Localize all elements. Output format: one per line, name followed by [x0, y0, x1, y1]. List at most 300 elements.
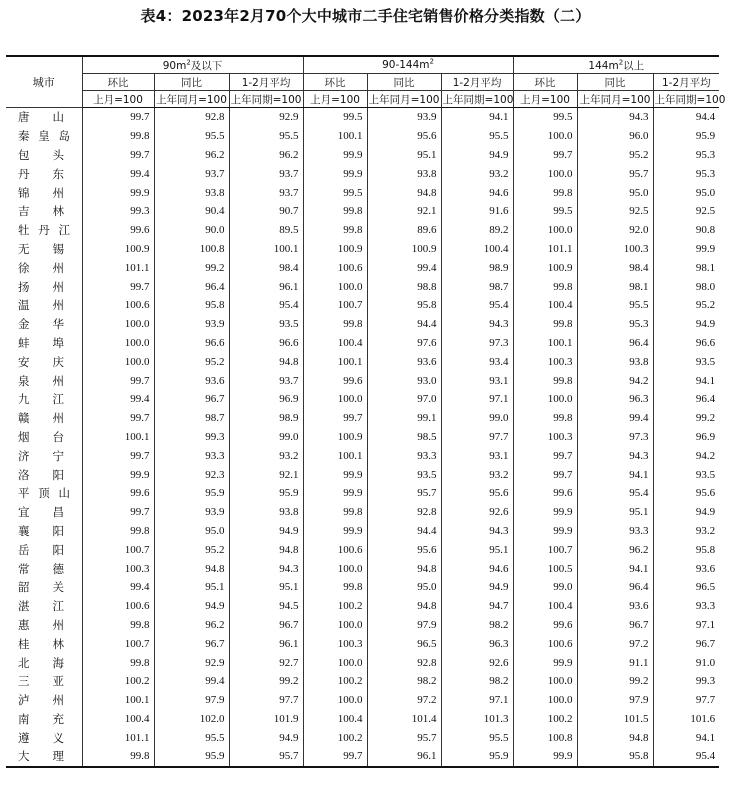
city-name: 安庆	[18, 354, 64, 369]
index-value-cell: 94.8	[229, 352, 303, 371]
index-value-cell: 94.9	[441, 578, 513, 597]
index-value-cell: 99.8	[82, 747, 154, 767]
index-value-cell: 99.5	[303, 183, 367, 202]
city-cell	[6, 371, 82, 390]
index-value-cell: 99.4	[82, 578, 154, 597]
index-value-cell: 100.5	[513, 559, 577, 578]
index-value-cell: 100.0	[513, 691, 577, 710]
city-name: 湛江	[18, 599, 64, 614]
index-value-cell: 97.1	[441, 390, 513, 409]
table-row	[6, 728, 719, 747]
index-value-cell: 93.3	[154, 446, 229, 465]
city-cell	[6, 258, 82, 277]
index-value-cell: 93.7	[154, 164, 229, 183]
index-value-cell: 99.4	[154, 672, 229, 691]
city-name: 唐山	[18, 110, 64, 125]
table-row	[6, 653, 719, 672]
index-value-cell: 95.2	[653, 296, 719, 315]
index-value-cell: 99.8	[303, 202, 367, 221]
index-value-cell: 99.9	[513, 503, 577, 522]
index-value-cell: 96.2	[154, 146, 229, 165]
city-cell	[6, 390, 82, 409]
index-value-cell: 100.0	[303, 616, 367, 635]
index-value-cell: 99.7	[82, 446, 154, 465]
city-cell	[6, 616, 82, 635]
index-value-cell: 97.0	[367, 390, 441, 409]
index-value-cell: 94.3	[441, 522, 513, 541]
index-value-cell: 100.9	[82, 240, 154, 259]
index-value-cell: 95.9	[154, 747, 229, 767]
city-name: 三亚	[18, 674, 64, 689]
index-value-cell: 100.4	[303, 334, 367, 353]
index-value-cell: 92.1	[367, 202, 441, 221]
group-header-medium: $90-144m^2$	[303, 56, 513, 74]
index-value-cell: 93.1	[441, 446, 513, 465]
index-value-cell: 92.6	[441, 503, 513, 522]
index-value-cell: 92.6	[441, 653, 513, 672]
index-value-cell: 94.1	[653, 371, 719, 390]
index-value-cell: 98.4	[229, 258, 303, 277]
table-body	[6, 108, 719, 767]
index-value-cell: 93.5	[367, 465, 441, 484]
base-header-avg: 上年同期=100	[653, 91, 719, 108]
table-row	[6, 277, 719, 296]
index-value-cell: 95.4	[653, 747, 719, 767]
table-row	[6, 315, 719, 334]
table-row	[6, 616, 719, 635]
city-cell	[6, 522, 82, 541]
index-value-cell: 99.8	[513, 183, 577, 202]
index-value-cell: 100.3	[513, 428, 577, 447]
index-value-cell: 97.7	[229, 691, 303, 710]
index-value-cell: 101.4	[367, 710, 441, 729]
index-value-cell: 96.3	[441, 634, 513, 653]
index-value-cell: 99.3	[154, 428, 229, 447]
index-value-cell: 96.1	[229, 634, 303, 653]
index-value-cell: 99.4	[82, 390, 154, 409]
index-value-cell: 94.8	[367, 559, 441, 578]
index-value-cell: 100.8	[154, 240, 229, 259]
index-value-cell: 100.4	[441, 240, 513, 259]
index-value-cell: 99.4	[367, 258, 441, 277]
index-value-cell: 100.3	[303, 634, 367, 653]
city-cell	[6, 409, 82, 428]
index-value-cell: 97.9	[577, 691, 653, 710]
index-value-cell: 93.6	[154, 371, 229, 390]
index-value-cell: 94.6	[441, 559, 513, 578]
sub-header-avg: 1-2月平均	[653, 74, 719, 91]
city-name: 襄阳	[18, 523, 64, 538]
index-value-cell: 96.5	[653, 578, 719, 597]
index-value-cell: 95.0	[367, 578, 441, 597]
index-value-cell: 98.9	[229, 409, 303, 428]
index-value-cell: 95.5	[154, 728, 229, 747]
index-value-cell: 94.1	[577, 559, 653, 578]
city-name: 吉林	[18, 204, 64, 219]
index-value-cell: 89.2	[441, 221, 513, 240]
city-name: 金华	[18, 317, 64, 332]
index-value-cell: 100.3	[577, 240, 653, 259]
index-value-cell: 93.9	[154, 503, 229, 522]
index-value-cell: 98.4	[577, 258, 653, 277]
index-value-cell: 99.2	[577, 672, 653, 691]
index-value-cell: 99.4	[82, 164, 154, 183]
index-value-cell: 100.4	[513, 597, 577, 616]
index-value-cell: 95.9	[229, 484, 303, 503]
index-value-cell: 95.4	[441, 296, 513, 315]
sub-header-avg: 1-2月平均	[229, 74, 303, 91]
index-value-cell: 93.6	[367, 352, 441, 371]
sub-header-mom: 环比	[82, 74, 154, 91]
index-value-cell: 95.8	[577, 747, 653, 767]
index-value-cell: 99.5	[513, 202, 577, 221]
index-value-cell: 99.2	[229, 672, 303, 691]
table-row	[6, 465, 719, 484]
index-value-cell: 96.2	[577, 540, 653, 559]
index-value-cell: 100.0	[303, 390, 367, 409]
index-value-cell: 101.1	[82, 728, 154, 747]
index-value-cell: 94.8	[154, 559, 229, 578]
index-value-cell: 92.8	[367, 503, 441, 522]
city-name: 桂林	[18, 636, 64, 651]
city-cell	[6, 164, 82, 183]
table-row	[6, 371, 719, 390]
index-value-cell: 100.7	[82, 634, 154, 653]
city-name: 扬州	[18, 279, 64, 294]
table-row	[6, 183, 719, 202]
table-row	[6, 334, 719, 353]
index-value-cell: 99.8	[513, 409, 577, 428]
index-value-cell: 94.7	[441, 597, 513, 616]
index-value-cell: 94.8	[229, 540, 303, 559]
index-value-cell: 99.8	[82, 616, 154, 635]
index-value-cell: 99.9	[303, 465, 367, 484]
index-value-cell: 97.9	[367, 616, 441, 635]
city-name: 济宁	[18, 448, 64, 463]
index-value-cell: 94.8	[367, 597, 441, 616]
index-value-cell: 99.9	[303, 164, 367, 183]
index-value-cell: 99.8	[303, 221, 367, 240]
table-row	[6, 221, 719, 240]
index-value-cell: 94.8	[367, 183, 441, 202]
index-value-cell: 94.3	[577, 108, 653, 127]
index-value-cell: 91.0	[653, 653, 719, 672]
index-value-cell: 98.1	[653, 258, 719, 277]
index-value-cell: 100.6	[513, 634, 577, 653]
index-value-cell: 93.8	[367, 164, 441, 183]
city-name: 宜昌	[18, 505, 64, 520]
table-row	[6, 691, 719, 710]
index-value-cell: 99.0	[441, 409, 513, 428]
index-value-cell: 96.6	[229, 334, 303, 353]
index-value-cell: 97.1	[653, 616, 719, 635]
index-value-cell: 96.9	[229, 390, 303, 409]
table-row	[6, 634, 719, 653]
index-value-cell: 94.1	[441, 108, 513, 127]
index-value-cell: 95.1	[577, 503, 653, 522]
index-value-cell: 100.0	[513, 672, 577, 691]
city-name: 洛阳	[18, 467, 64, 482]
index-value-cell: 93.2	[441, 164, 513, 183]
index-value-cell: 96.2	[229, 146, 303, 165]
index-value-cell: 99.9	[303, 484, 367, 503]
table-row	[6, 578, 719, 597]
index-value-cell: 95.6	[441, 484, 513, 503]
city-name: 韶关	[18, 580, 64, 595]
index-value-cell: 99.8	[303, 503, 367, 522]
base-header-avg: 上年同期=100	[441, 91, 513, 108]
table-row	[6, 503, 719, 522]
index-value-cell: 99.9	[513, 522, 577, 541]
index-value-cell: 95.8	[367, 296, 441, 315]
base-header-yoy: 上年同月=100	[367, 91, 441, 108]
index-value-cell: 95.5	[577, 296, 653, 315]
index-value-cell: 97.7	[653, 691, 719, 710]
city-cell	[6, 747, 82, 767]
city-name: 泸州	[18, 693, 64, 708]
index-value-cell: 100.2	[303, 597, 367, 616]
index-value-cell: 93.5	[653, 465, 719, 484]
index-value-cell: 94.1	[577, 465, 653, 484]
index-value-cell: 93.3	[577, 522, 653, 541]
index-value-cell: 99.4	[577, 409, 653, 428]
city-name: 泉州	[18, 373, 64, 388]
index-value-cell: 101.6	[653, 710, 719, 729]
index-value-cell: 95.3	[653, 146, 719, 165]
index-value-cell: 99.5	[303, 108, 367, 127]
index-value-cell: 96.0	[577, 127, 653, 146]
city-cell	[6, 146, 82, 165]
index-value-cell: 99.2	[154, 258, 229, 277]
index-value-cell: 93.6	[653, 559, 719, 578]
index-value-cell: 93.4	[441, 352, 513, 371]
index-value-cell: 97.7	[441, 428, 513, 447]
index-value-cell: 94.6	[441, 183, 513, 202]
city-name: 徐州	[18, 260, 64, 275]
index-value-cell: 99.7	[303, 747, 367, 767]
index-value-cell: 96.9	[653, 428, 719, 447]
index-value-cell: 99.9	[513, 747, 577, 767]
index-value-cell: 101.9	[229, 710, 303, 729]
index-value-cell: 95.2	[577, 146, 653, 165]
city-cell	[6, 334, 82, 353]
index-value-cell: 95.0	[154, 522, 229, 541]
index-value-cell: 100.4	[303, 710, 367, 729]
index-value-cell: 99.1	[367, 409, 441, 428]
index-value-cell: 95.2	[154, 540, 229, 559]
index-value-cell: 93.9	[154, 315, 229, 334]
index-value-cell: 97.1	[441, 691, 513, 710]
index-value-cell: 99.8	[513, 315, 577, 334]
index-value-cell: 100.9	[513, 258, 577, 277]
index-value-cell: 98.7	[441, 277, 513, 296]
index-value-cell: 93.8	[229, 503, 303, 522]
index-value-cell: 94.5	[229, 597, 303, 616]
city-name: 北海	[18, 655, 64, 670]
index-value-cell: 100.0	[303, 691, 367, 710]
index-value-cell: 100.9	[303, 428, 367, 447]
index-value-cell: 99.8	[513, 277, 577, 296]
index-value-cell: 93.7	[229, 183, 303, 202]
index-value-cell: 92.5	[577, 202, 653, 221]
price-index-table	[6, 55, 726, 768]
city-name: 遵义	[18, 730, 64, 745]
index-value-cell: 99.0	[513, 578, 577, 597]
index-value-cell: 99.7	[82, 108, 154, 127]
index-value-cell: 90.8	[653, 221, 719, 240]
city-cell	[6, 240, 82, 259]
city-cell	[6, 202, 82, 221]
index-value-cell: 99.9	[303, 146, 367, 165]
index-value-cell: 98.9	[441, 258, 513, 277]
index-value-cell: 96.1	[229, 277, 303, 296]
index-value-cell: 99.9	[303, 522, 367, 541]
sub-header-avg: 1-2月平均	[441, 74, 513, 91]
index-value-cell: 100.6	[303, 258, 367, 277]
index-value-cell: 100.2	[303, 728, 367, 747]
index-value-cell: 95.1	[441, 540, 513, 559]
index-value-cell: 96.3	[577, 390, 653, 409]
index-value-cell: 96.7	[154, 390, 229, 409]
group-header-small: $90m^2$及以下	[82, 56, 303, 74]
index-value-cell: 94.9	[653, 503, 719, 522]
index-value-cell: 94.4	[367, 315, 441, 334]
table-row	[6, 352, 719, 371]
index-value-cell: 95.9	[441, 747, 513, 767]
index-value-cell: 95.0	[653, 183, 719, 202]
base-header-mom: 上月=100	[513, 91, 577, 108]
index-value-cell: 99.7	[513, 465, 577, 484]
index-value-cell: 100.6	[82, 296, 154, 315]
city-column-header: 城市	[6, 56, 82, 108]
table-row	[6, 559, 719, 578]
city-cell	[6, 127, 82, 146]
index-value-cell: 99.7	[82, 146, 154, 165]
index-value-cell: 92.5	[653, 202, 719, 221]
index-value-cell: 95.5	[154, 127, 229, 146]
index-value-cell: 95.9	[653, 127, 719, 146]
base-header-yoy: 上年同月=100	[154, 91, 229, 108]
index-value-cell: 100.1	[82, 691, 154, 710]
table-row	[6, 540, 719, 559]
index-value-cell: 92.3	[154, 465, 229, 484]
table-row	[6, 390, 719, 409]
city-cell	[6, 634, 82, 653]
index-value-cell: 93.0	[367, 371, 441, 390]
index-value-cell: 96.4	[653, 390, 719, 409]
base-header-row	[6, 91, 719, 108]
index-value-cell: 98.7	[154, 409, 229, 428]
index-value-cell: 99.5	[513, 108, 577, 127]
index-value-cell: 94.2	[653, 446, 719, 465]
index-value-cell: 94.4	[367, 522, 441, 541]
index-value-cell: 92.0	[577, 221, 653, 240]
index-value-cell: 98.8	[367, 277, 441, 296]
index-value-cell: 93.2	[229, 446, 303, 465]
index-value-cell: 93.6	[577, 597, 653, 616]
index-value-cell: 93.5	[653, 352, 719, 371]
city-name: 常德	[18, 561, 64, 576]
index-value-cell: 96.5	[367, 634, 441, 653]
city-cell	[6, 446, 82, 465]
city-name: 大理	[18, 749, 64, 764]
index-value-cell: 93.8	[154, 183, 229, 202]
index-value-cell: 97.3	[577, 428, 653, 447]
table-row	[6, 127, 719, 146]
index-value-cell: 96.7	[653, 634, 719, 653]
table-row	[6, 258, 719, 277]
index-value-cell: 100.9	[367, 240, 441, 259]
index-value-cell: 93.7	[229, 371, 303, 390]
city-cell	[6, 428, 82, 447]
index-value-cell: 97.2	[577, 634, 653, 653]
index-value-cell: 91.6	[441, 202, 513, 221]
index-value-cell: 100.0	[513, 127, 577, 146]
city-name: 无锡	[18, 241, 64, 256]
index-value-cell: 95.7	[577, 164, 653, 183]
city-name: 南充	[18, 711, 64, 726]
index-value-cell: 96.7	[577, 616, 653, 635]
index-value-cell: 100.1	[303, 446, 367, 465]
table-row	[6, 202, 719, 221]
index-value-cell: 95.6	[653, 484, 719, 503]
index-value-cell: 100.7	[513, 540, 577, 559]
index-value-cell: 94.3	[577, 446, 653, 465]
table-title: 表4：2023年2月70个大中城市二手住宅销售价格分类指数（二）	[140, 7, 591, 25]
sub-header-mom: 环比	[303, 74, 367, 91]
index-value-cell: 94.4	[653, 108, 719, 127]
index-value-cell: 100.2	[513, 710, 577, 729]
table-row	[6, 484, 719, 503]
index-value-cell: 94.9	[154, 597, 229, 616]
index-value-cell: 99.7	[82, 277, 154, 296]
index-value-cell: 100.2	[82, 672, 154, 691]
index-value-cell: 97.2	[367, 691, 441, 710]
index-value-cell: 94.8	[577, 728, 653, 747]
index-value-cell: 102.0	[154, 710, 229, 729]
city-cell	[6, 484, 82, 503]
city-name: 温州	[18, 298, 64, 313]
index-value-cell: 99.6	[82, 221, 154, 240]
city-cell	[6, 108, 82, 127]
index-value-cell: 100.0	[513, 221, 577, 240]
index-value-cell: 90.0	[154, 221, 229, 240]
index-value-cell: 92.9	[229, 108, 303, 127]
sub-header-row	[6, 74, 719, 91]
index-value-cell: 94.3	[441, 315, 513, 334]
index-value-cell: 99.0	[229, 428, 303, 447]
city-name: 烟台	[18, 429, 64, 444]
city-name: 包头	[18, 147, 64, 162]
index-value-cell: 96.4	[577, 578, 653, 597]
index-value-cell: 95.3	[653, 164, 719, 183]
index-value-cell: 93.9	[367, 108, 441, 127]
index-value-cell: 94.3	[229, 559, 303, 578]
index-value-cell: 95.5	[441, 127, 513, 146]
index-value-cell: 93.5	[229, 315, 303, 334]
index-value-cell: 99.8	[303, 315, 367, 334]
table-row	[6, 597, 719, 616]
index-value-cell: 101.3	[441, 710, 513, 729]
city-cell	[6, 559, 82, 578]
table-row	[6, 747, 719, 767]
index-value-cell: 100.3	[82, 559, 154, 578]
index-value-cell: 99.8	[303, 578, 367, 597]
sub-header-yoy: 同比	[577, 74, 653, 91]
index-value-cell: 99.6	[513, 484, 577, 503]
index-value-cell: 100.3	[513, 352, 577, 371]
index-value-cell: 100.1	[513, 334, 577, 353]
